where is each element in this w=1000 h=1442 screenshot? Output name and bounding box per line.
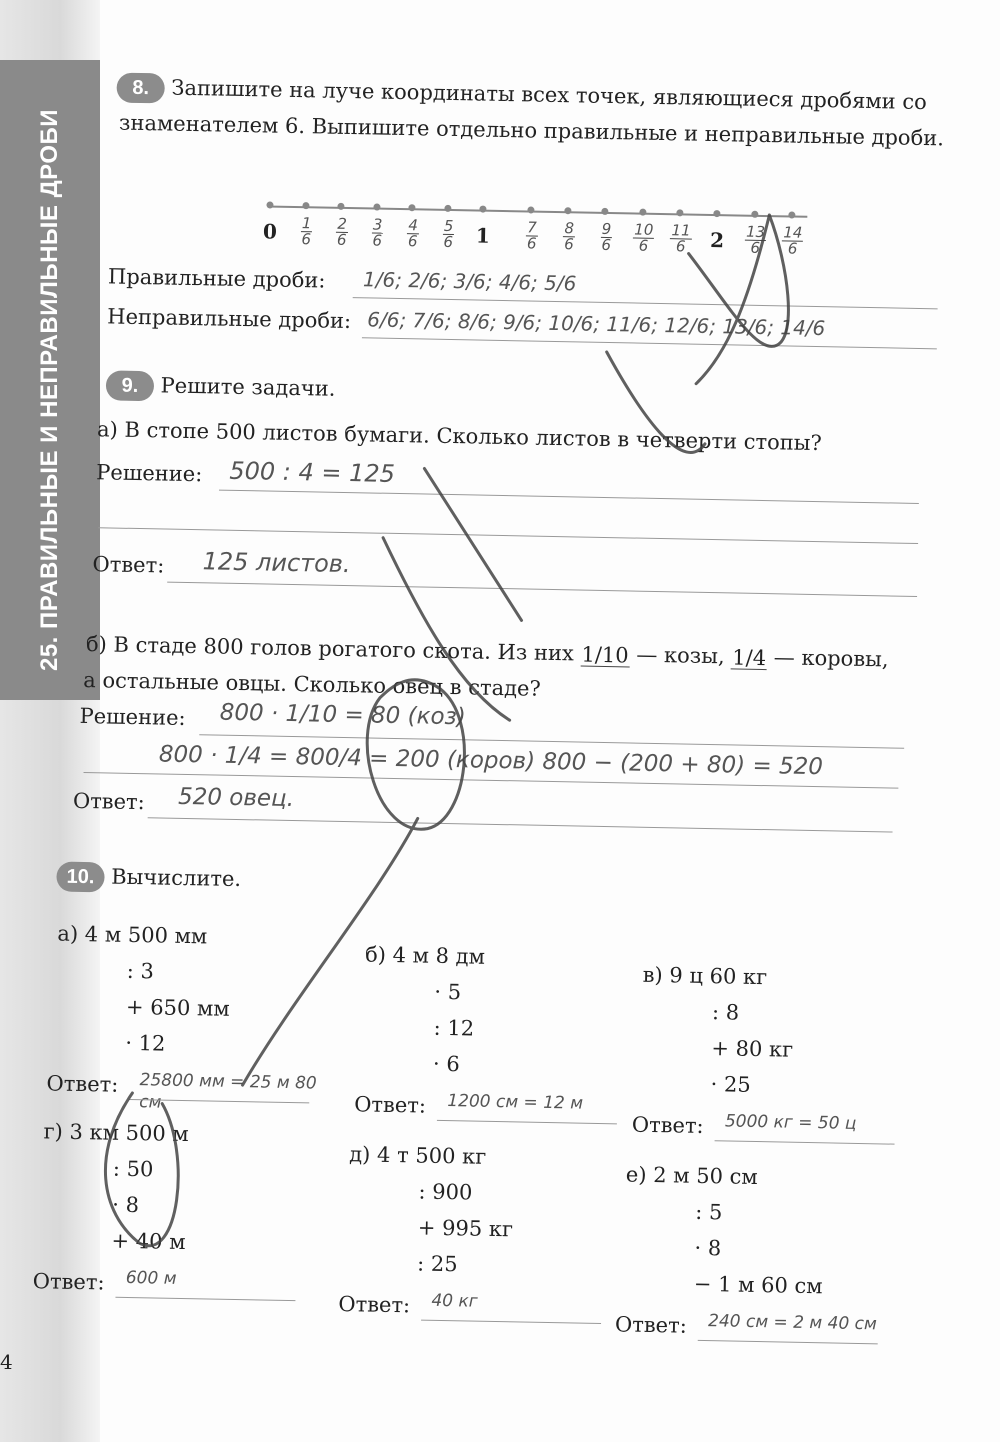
- answer-label: Ответ:: [631, 1112, 704, 1138]
- fraction: [731, 644, 767, 670]
- task-number: 9.: [106, 370, 155, 401]
- number-line-point: [302, 202, 309, 209]
- calc-op: + 650 мм: [125, 994, 230, 1021]
- task9b-solution-1: 800 · 1/10 = 80 (коз): [219, 699, 467, 731]
- task8-header: [116, 73, 927, 119]
- task9b-text-1: [86, 632, 889, 672]
- calc-op: + 995 кг: [417, 1215, 514, 1242]
- answer-line: [715, 1140, 895, 1144]
- answer-line: [353, 297, 938, 309]
- answer-label: Ответ:: [614, 1312, 688, 1338]
- improper-label: Неправильные дроби:: [107, 304, 352, 334]
- calc-answer: 600 м: [125, 1267, 177, 1289]
- solution-label: Решение:: [79, 703, 186, 730]
- page-number: 4: [0, 1350, 13, 1374]
- calc-op: : 25: [416, 1251, 458, 1277]
- task9a-solution: 500 : 4 = 125: [229, 456, 396, 488]
- calc-answer: 240 см = 2 м 40 см: [707, 1311, 878, 1335]
- number-line-point: [639, 209, 646, 216]
- number-line-point: [788, 211, 795, 218]
- answer-line: [219, 490, 919, 504]
- number-line-point: [444, 205, 451, 212]
- calc-op: + 80 кг: [711, 1036, 794, 1062]
- axis-label: 1: [475, 223, 491, 248]
- answer-line: [698, 1340, 878, 1344]
- fraction: [580, 644, 630, 667]
- calc-op: · 6: [432, 1051, 460, 1077]
- answer-line: [148, 817, 893, 832]
- calc-op: − 1 м 60 см: [693, 1271, 823, 1299]
- calc-answer: 5000 кг = 50 ц: [724, 1111, 857, 1134]
- calc-op: : 5: [694, 1199, 723, 1225]
- task9b-answer: 520 овец.: [177, 783, 295, 813]
- calc-answer: 1200 см = 12 м: [447, 1091, 584, 1114]
- task9-header: [106, 370, 336, 404]
- axis-label: $\frac{4}{6}$: [407, 216, 419, 251]
- axis-label: $\frac{8}{6}$: [563, 219, 575, 254]
- task9b-text: — коровы,: [773, 645, 889, 672]
- axis-label: $\frac{5}{6}$: [443, 216, 454, 252]
- number-line-point: [751, 211, 758, 218]
- task9b-solution-2: 800 · 1/4 = 800/4 = 200 (коров) 800 − (200 + 80) = 520: [158, 741, 824, 781]
- calc-head: е) 2 м 50 см: [625, 1162, 758, 1190]
- task9b-text-2: а остальные овцы. Сколько овец в стаде?: [83, 667, 541, 701]
- chapter-title: 25. ПРАВИЛЬНЫЕ И НЕПРАВИЛЬНЫЕ ДРОБИ: [36, 108, 63, 672]
- number-line-point: [527, 206, 534, 213]
- calc-head: в) 9 ц 60 кг: [642, 962, 768, 990]
- answer-label: Ответ:: [92, 552, 165, 578]
- task9a-text: а) В стопе 500 листов бумаги. Сколько листов в четверти стопы?: [96, 417, 822, 456]
- task9b-text: — козы,: [636, 642, 725, 669]
- number-line-point: [373, 203, 380, 210]
- calc-answer: 40 кг: [431, 1290, 478, 1312]
- axis-label: $\frac{7}{6}$: [526, 218, 537, 253]
- axis-label: $\frac{1}{6}$: [301, 214, 312, 249]
- answer-label: Ответ:: [353, 1092, 427, 1118]
- answer-line: [437, 1120, 617, 1124]
- axis-label: $\frac{9}{6}$: [601, 219, 612, 255]
- answer-line: [115, 1297, 295, 1301]
- axis-label: $\frac{2}{6}$: [336, 214, 348, 249]
- axis-label: $\frac{13}{6}$: [745, 222, 766, 257]
- axis-label: $\frac{10}{6}$: [634, 220, 654, 255]
- number-line-point: [337, 203, 344, 210]
- calc-head: а) 4 м 500 мм: [57, 921, 208, 949]
- calc-op: : 3: [126, 958, 155, 984]
- task-number: 8.: [116, 73, 165, 104]
- calc-op: · 8: [112, 1192, 140, 1218]
- calc-head: б) 4 м 8 дм: [364, 942, 486, 969]
- axis-label: 0: [262, 219, 278, 244]
- calc-head: г) 3 км 500 м: [43, 1119, 189, 1147]
- answer-line: [362, 337, 937, 349]
- axis-label: $\frac{3}{6}$: [372, 215, 383, 250]
- task8-text-2: знаменателем 6. Выпишите отдельно правильные и неправильные дроби.: [118, 110, 945, 151]
- task8-text-1: Запишите на луче координаты всех точек, являющиеся дробями со: [171, 75, 927, 115]
- task9-title: Решите задачи.: [160, 373, 336, 401]
- proper-answer: 1/6; 2/6; 3/6; 4/6; 5/6: [362, 267, 577, 296]
- axis-label: $\frac{11}{6}$: [671, 221, 691, 256]
- calc-op: + 40 м: [111, 1228, 186, 1255]
- answer-label: Ответ:: [72, 788, 145, 815]
- fraction-value: 1/4: [732, 644, 767, 670]
- calc-head: д) 4 т 500 кг: [349, 1142, 487, 1169]
- answer-label: Ответ:: [32, 1269, 105, 1295]
- proper-label: Правильные дроби:: [107, 264, 326, 293]
- fraction-value: 1/10: [581, 642, 629, 667]
- answer-line: [98, 527, 918, 544]
- answer-label: Ответ:: [46, 1071, 119, 1097]
- answer-line: [167, 582, 917, 597]
- answer-label: Ответ:: [338, 1292, 411, 1318]
- axis-label: 2: [709, 227, 725, 253]
- improper-answer: 6/6; 7/6; 8/6; 9/6; 10/6; 11/6; 12/6; 13/6; 14/6: [367, 307, 826, 341]
- task-number: 10.: [56, 862, 105, 893]
- calc-op: : 12: [433, 1015, 475, 1041]
- calc-op: : 900: [418, 1179, 473, 1205]
- task10-header: [56, 862, 241, 896]
- axis-label: $\frac{14}{6}$: [783, 223, 803, 258]
- solution-label: Решение:: [96, 460, 203, 487]
- number-line-axis: [267, 205, 807, 217]
- answer-line: [421, 1320, 601, 1324]
- number-line-point: [408, 204, 415, 211]
- calc-op: · 25: [710, 1072, 751, 1097]
- calc-answer: 25800 мм = 25 м 80 см: [139, 1070, 317, 1113]
- task9a-answer: 125 листов.: [202, 547, 351, 579]
- task9b-text: б) В стаде 800 голов рогатого скота. Из них: [85, 632, 575, 666]
- calc-op: · 12: [125, 1030, 166, 1056]
- calc-op: · 5: [434, 979, 462, 1005]
- task10-title: Вычислите.: [110, 864, 242, 892]
- calc-op: : 8: [711, 1000, 740, 1025]
- calc-op: · 8: [694, 1235, 722, 1261]
- calc-op: : 50: [112, 1156, 154, 1182]
